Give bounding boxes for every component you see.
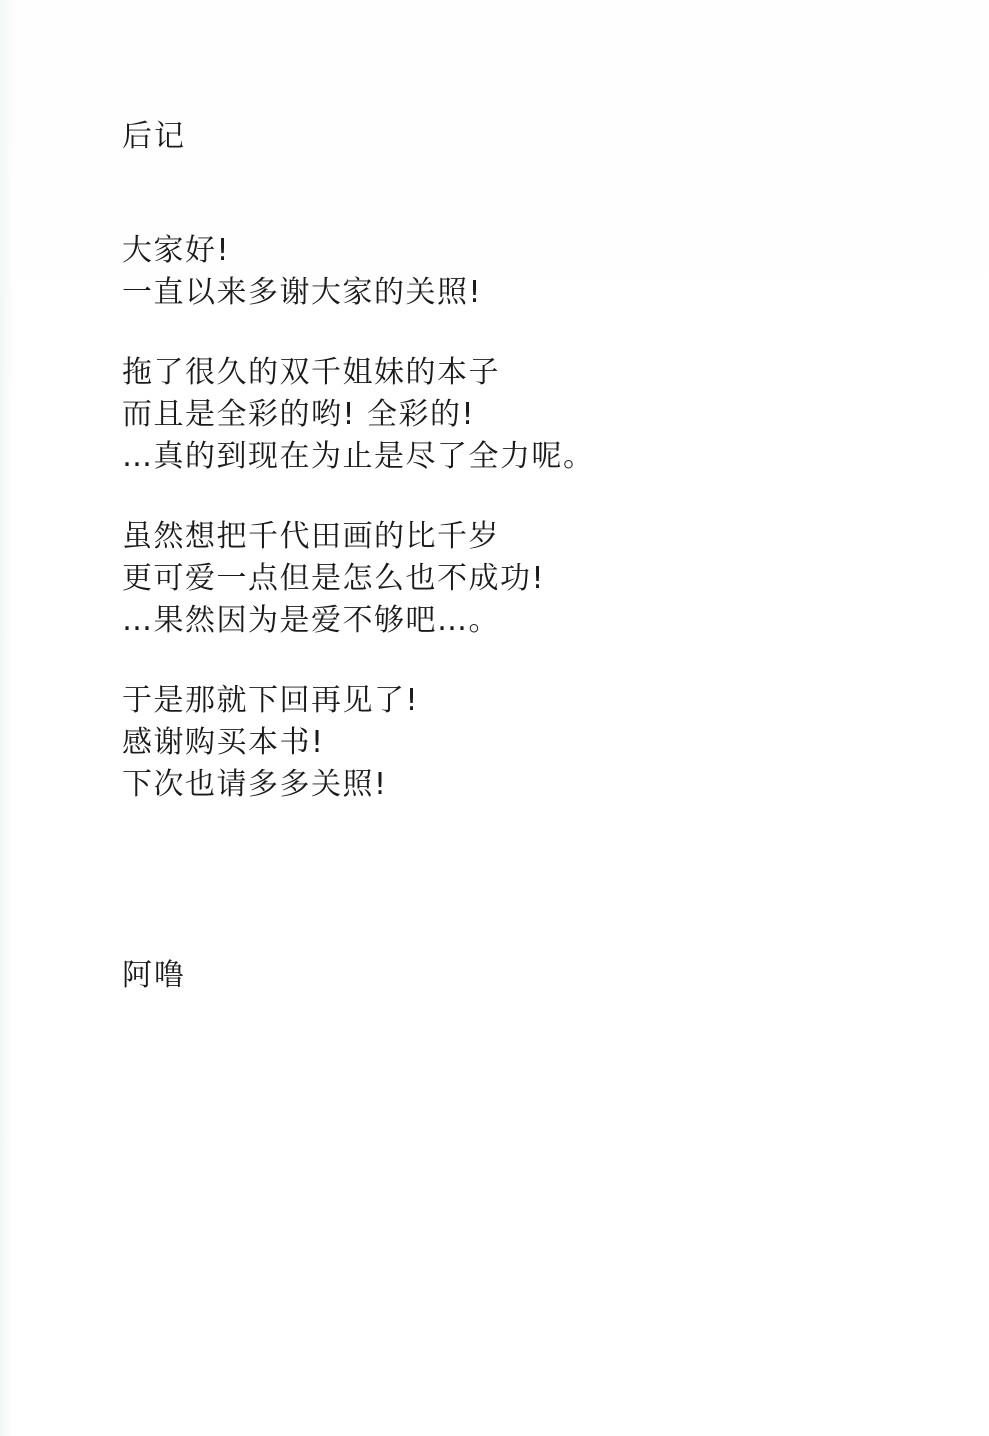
text-line: 于是那就下回再见了! xyxy=(122,682,420,718)
page-title: 后记 xyxy=(122,119,186,154)
page-edge-shading xyxy=(0,0,14,1436)
text-line: 下次也请多多关照! xyxy=(122,766,388,802)
text-line: 而且是全彩的哟! 全彩的! xyxy=(122,396,476,432)
text-line: 一直以来多谢大家的关照! xyxy=(122,274,483,310)
text-line: 感谢购买本书! xyxy=(122,724,325,760)
paragraph-about-book xyxy=(122,352,882,478)
paragraph-farewell xyxy=(122,680,882,806)
text-line: 更可爱一点但是怎么也不成功! xyxy=(122,560,546,596)
text-line: 拖了很久的双千姐妹的本子 xyxy=(122,354,500,390)
text-line: …真的到现在为止是尽了全力呢。 xyxy=(122,438,595,474)
author-signature: 阿噜 xyxy=(122,958,186,993)
afterword-body xyxy=(122,118,882,806)
text-line: …果然因为是爱不够吧…。 xyxy=(122,602,500,638)
paragraph-greeting xyxy=(122,230,882,314)
paragraph-characters xyxy=(122,516,882,642)
text-line: 大家好! xyxy=(122,232,231,268)
text-line: 虽然想把千代田画的比千岁 xyxy=(122,518,500,554)
